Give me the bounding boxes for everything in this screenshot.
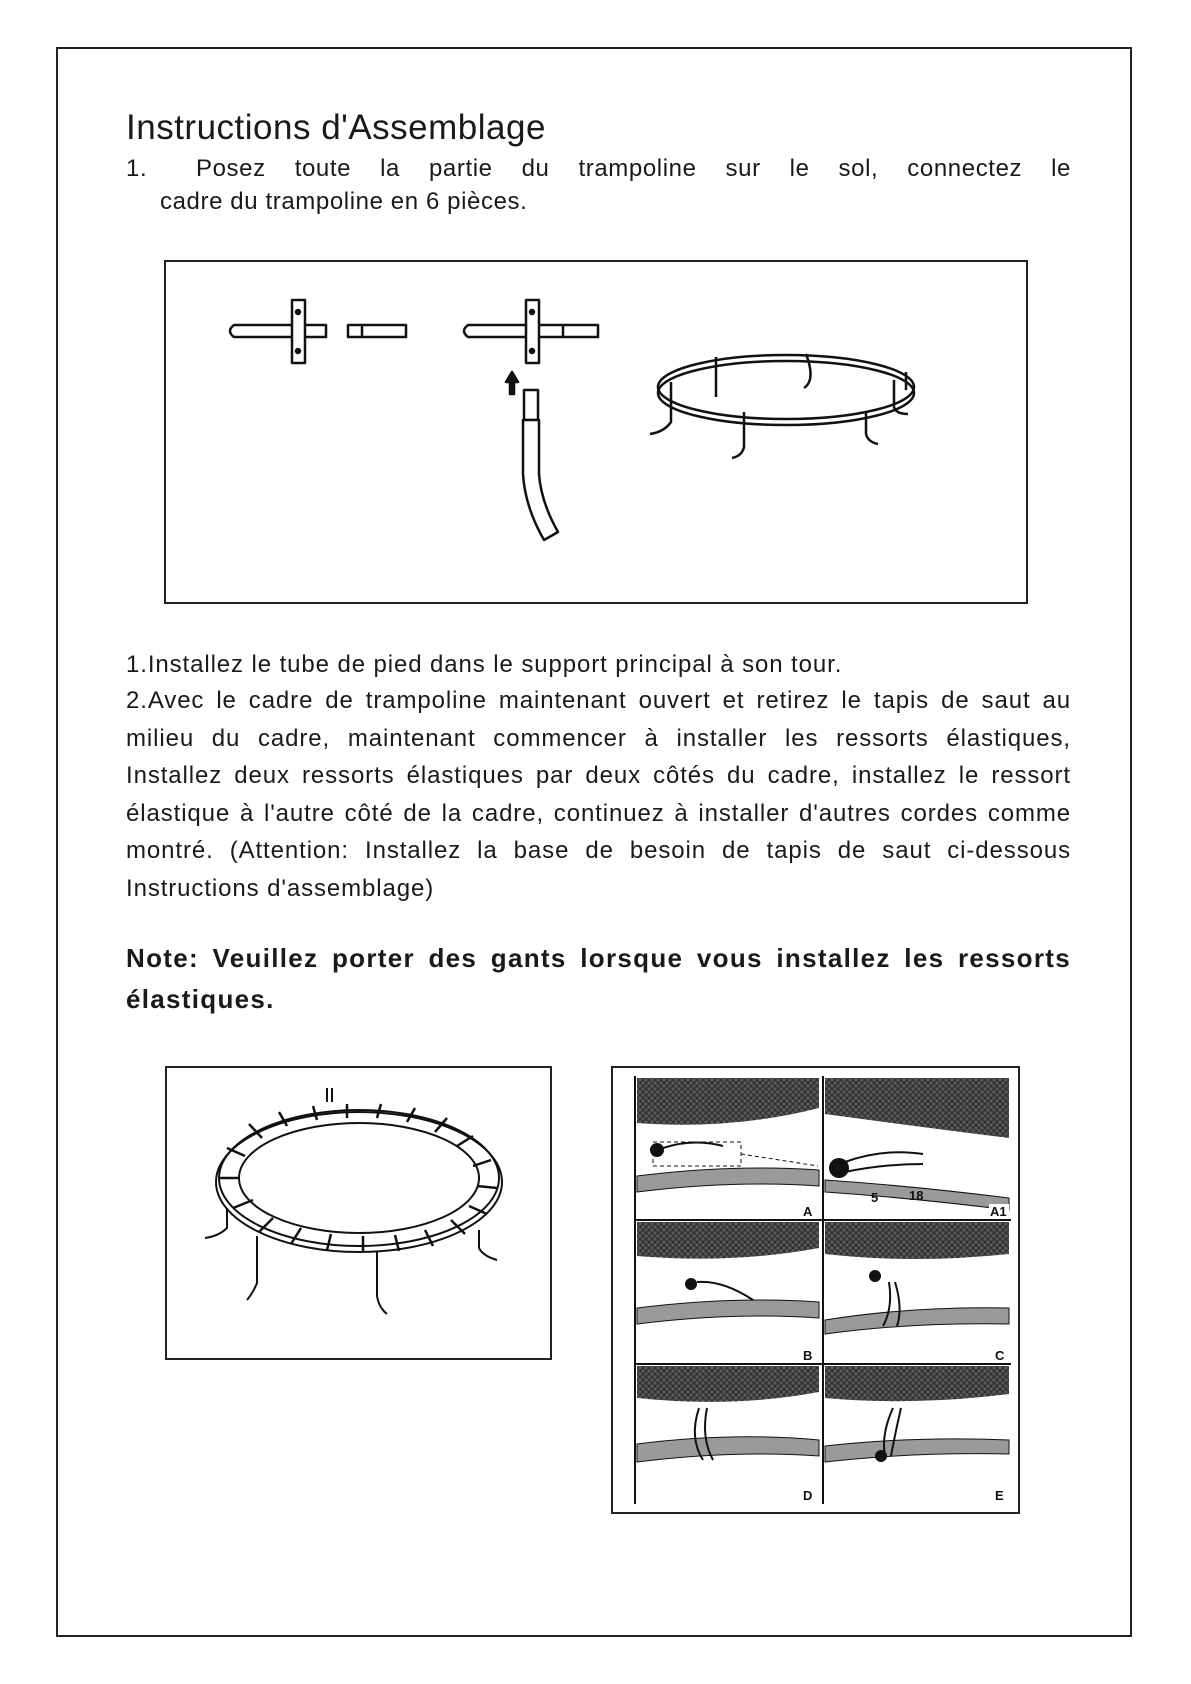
panel-a	[637, 1078, 819, 1192]
panel-label-b: B	[803, 1348, 813, 1363]
step-1-line-2: cadre du trampoline en 6 pièces.	[160, 188, 528, 215]
panel-b	[637, 1222, 819, 1324]
page-title: Instructions d'Assemblage	[126, 108, 546, 147]
trampoline-springs-figure	[165, 1066, 552, 1360]
instruction-item-1: 1.Installez le tube de pied dans le support principal à son tour.	[126, 651, 843, 678]
panel-e	[825, 1366, 1009, 1462]
spring-installation-steps-figure	[611, 1066, 1020, 1514]
step-1-line-1	[126, 152, 1071, 185]
step-number: 1.	[126, 155, 148, 182]
panel-label-d: D	[803, 1488, 813, 1503]
frame-assembly-illustration	[166, 262, 1026, 602]
part-number-5: 5	[871, 1190, 879, 1205]
panel-c	[825, 1222, 1009, 1334]
frame-assembly-figure	[164, 260, 1028, 604]
part-number-18: 18	[909, 1188, 924, 1203]
step-1-text-1: Posez toute la partie du trampoline sur le sol, connectez le	[196, 155, 1071, 182]
panel-label-e: E	[995, 1488, 1004, 1503]
installation-steps-illustration	[613, 1068, 1018, 1512]
panel-d	[637, 1366, 819, 1462]
safety-note: Note: Veuillez porter des gants lorsque vous installez les ressorts élastiques.	[126, 943, 1071, 1014]
trampoline-illustration	[167, 1068, 550, 1358]
instructions-text	[126, 648, 1071, 907]
panel-label-c: C	[995, 1348, 1005, 1363]
step-1	[126, 152, 1071, 218]
instruction-item-2: 2.Avec le cadre de trampoline maintenant ouvert et retirez le tapis de saut au milieu du cadre, maintenant commencer à installer les ressorts élastiques, Installez deux ressorts élastiques par deux côtés du cadre, installez le ressort élastique à l'autre côté de la cadre, continuez à installer d'autres cordes comme montré. (Attention: Installez la base de besoin de tapis de saut ci-dessous Instructions d'assemblage)	[126, 687, 1071, 902]
panel-label-a: A	[803, 1204, 813, 1219]
panel-label-a1: A1	[990, 1204, 1007, 1219]
